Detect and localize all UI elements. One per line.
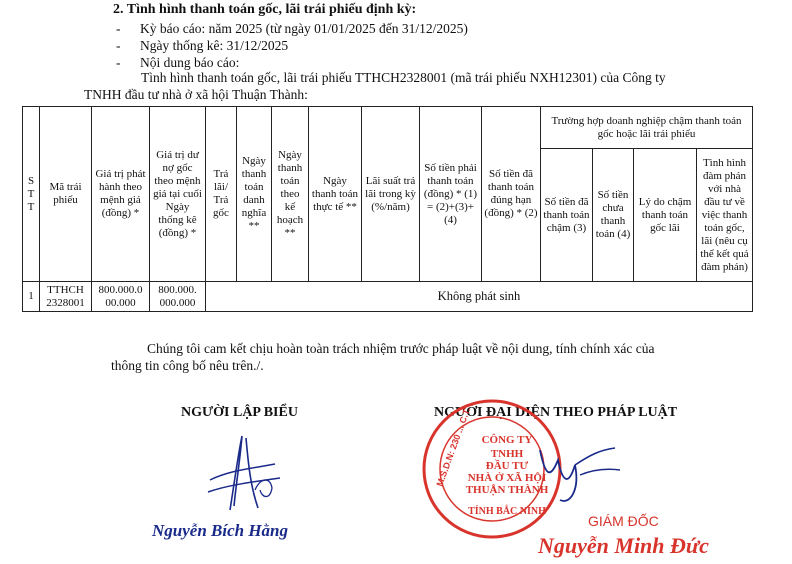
bullet-stat-date [116,37,468,54]
header-amount-due: Số tiền phải thanh toán (đồng) * (1) = (2)+(3)+(4) [420,107,482,282]
header-planned-date: Ngày thanh toán theo kế hoạch ** [272,107,309,282]
header-amount-paid: Số tiền đã thanh toán đúng hạn (đồng) * (2) [482,107,541,282]
seal-line: TNHH [490,448,524,460]
header-outstanding-value: Giá trị dư nợ gốc theo mệnh giá tại cuối Ngày thống kê (đồng) * [150,107,206,282]
header-actual-date: Ngày thanh toán thực tế ** [309,107,362,282]
section-title: 2. Tình hình thanh toán gốc, lãi trái phiếu định kỳ: [113,2,417,17]
commitment-line1: Chúng tôi cam kết chịu hoàn toàn trách nhiệm trước pháp luật về nội dung, tính chính xác của [147,341,655,356]
seal-line: NHÀ Ở XÃ HỘI [467,472,547,484]
content-paragraph-line2: TNHH đầu tư nhà ở xã hội Thuận Thành: [84,87,308,102]
bullet-period [116,20,468,37]
header-stt: STT [23,107,40,282]
seal-ring-text: M.S.D.N: 230 ... C.T. [434,406,473,488]
header-paid-late: Số tiền đã thanh toán chậm (3) [541,149,593,282]
legal-representative-title: NGƯỜI ĐẠI DIỆN THEO PHÁP LUẬT [434,405,678,420]
header-late-payment-group: Trường hợp doanh nghiệp chậm thanh toán gốc hoặc lãi trái phiếu [541,107,753,149]
bond-payment-table [22,106,753,312]
director-signature [520,430,630,510]
header-unpaid: Số tiền chưa thanh toán (4) [593,149,634,282]
commitment-line2: thông tin công bố nêu trên./. [111,358,264,373]
director-position: GIÁM ĐỐC [588,513,659,529]
bullet-dash: - [116,55,121,70]
bullet-dash: - [116,21,121,36]
cell-not-applicable: Không phát sinh [206,282,753,312]
seal-line: CÔNG TY [481,434,533,446]
header-payment-type: Trả lãi/ Trả gốc [206,107,237,282]
preparer-name: Nguyễn Bích Hằng [152,521,289,540]
bullet-text: Kỳ báo cáo: năm 2025 (từ ngày 01/01/2025 đến 31/12/2025) [140,21,468,36]
director-name: Nguyễn Minh Đức [538,533,709,558]
preparer-signature [200,430,290,515]
header-interest-rate: Lãi suất trả lãi trong kỳ (%/năm) [362,107,420,282]
cell-outstanding-value: 800.000. 000.000 [150,282,206,312]
header-bond-code: Mã trái phiếu [40,107,92,282]
content-paragraph-line1: Tình hình thanh toán gốc, lãi trái phiếu TTHCH2328001 (mã trái phiếu NXH12301) của Công ty [141,70,666,85]
preparer-title: NGƯỜI LẬP BIỂU [181,405,298,420]
header-issue-value: Giá trị phát hành theo mệnh giá (đồng) * [92,107,150,282]
header-late-reason: Lý do chậm thanh toán gốc lãi [634,149,697,282]
seal-line: TỈNH BẮC NINH [468,506,546,517]
seal-line: ĐẦU TƯ [485,460,529,472]
header-negotiation: Tình hình đàm phán với nhà đầu tư về việc thanh toán gốc, lãi (nêu cụ thể kết quả đàm phán) [697,149,753,282]
header-nominal-date: Ngày thanh toán danh nghĩa ** [237,107,272,282]
cell-stt: 1 [23,282,40,312]
bullet-text: Nội dung báo cáo: [140,55,240,70]
bullet-dash: - [116,38,121,53]
bullet-text: Ngày thống kê: 31/12/2025 [140,38,289,53]
table-row [23,282,753,312]
cell-issue-value: 800.000.0 00.000 [92,282,150,312]
cell-bond-code: TTHCH 2328001 [40,282,92,312]
seal-line: THUẬN THÀNH [465,484,549,496]
report-info-list [116,20,468,71]
bullet-content [116,54,468,71]
